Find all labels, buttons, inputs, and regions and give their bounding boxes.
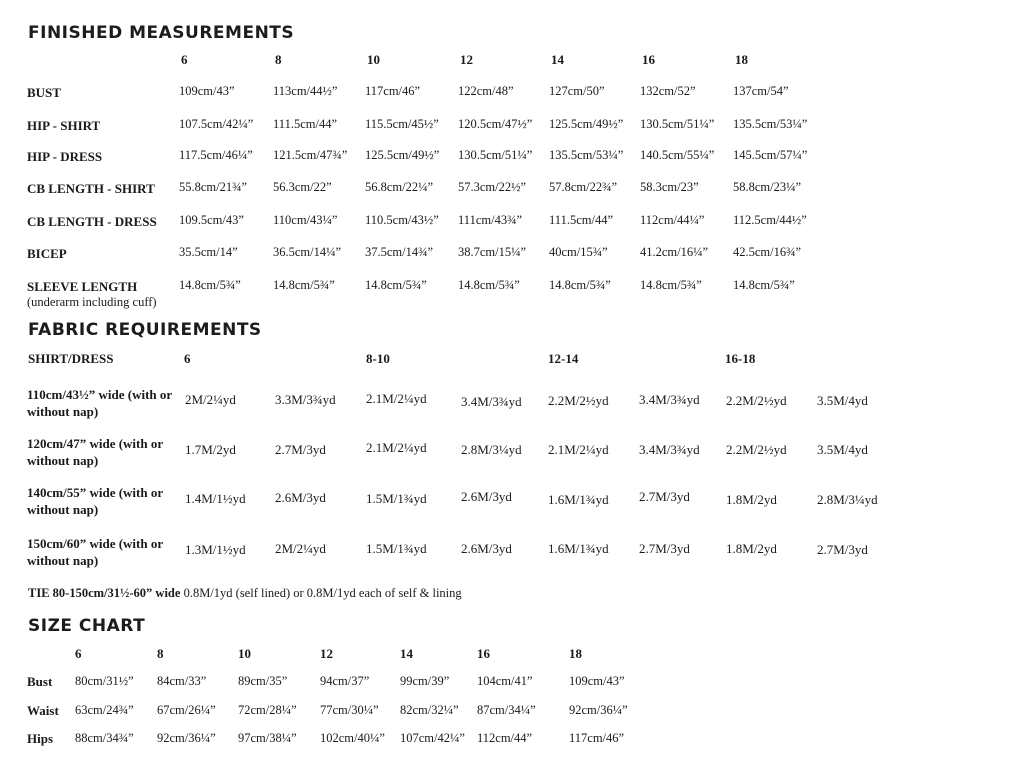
size-chart-header: 12	[320, 646, 333, 661]
measurement-value: 111.5cm/44”	[549, 213, 613, 227]
size-chart-row-label: Waist	[27, 703, 59, 718]
measurement-value: 140.5cm/55¼”	[640, 148, 715, 162]
row-label-text: CB LENGTH - DRESS	[27, 214, 157, 229]
size-header: 8	[275, 52, 282, 67]
measurement-value: 121.5cm/47¾”	[273, 148, 348, 162]
row-label-text: BUST	[27, 85, 61, 100]
size-chart-value: 77cm/30¼”	[320, 703, 379, 717]
row-label-text: SLEEVE LENGTH	[27, 279, 138, 294]
measurement-value: 112.5cm/44½”	[733, 213, 807, 227]
fabric-amount: 2.7M/3yd	[639, 489, 690, 504]
measurement-value: 137cm/54”	[733, 84, 789, 98]
size-chart-value: 97cm/38¼”	[238, 731, 297, 745]
tie-requirement	[28, 586, 462, 601]
size-chart-value: 99cm/39”	[400, 674, 450, 688]
size-chart-value: 84cm/33”	[157, 674, 207, 688]
size-header: 18	[735, 52, 748, 67]
size-chart-value: 82cm/32¼”	[400, 703, 459, 717]
fabric-amount: 1.7M/2yd	[185, 442, 236, 457]
size-chart-value: 88cm/34¾”	[75, 731, 134, 745]
measurement-value: 112cm/44¼”	[640, 213, 705, 227]
fabric-amount: 1.5M/1¾yd	[366, 541, 427, 556]
size-chart-value: 72cm/28¼”	[238, 703, 297, 717]
fabric-amount: 2.7M/3yd	[639, 541, 690, 556]
row-label-text: HIP - SHIRT	[27, 118, 101, 133]
measurement-row-label	[27, 279, 157, 309]
size-chart-value: 102cm/40¼”	[320, 731, 385, 745]
measurement-value: 125.5cm/49½”	[365, 148, 440, 162]
fabric-amount: 2.8M/3¼yd	[817, 492, 878, 507]
fabric-amount: 1.8M/2yd	[726, 492, 777, 507]
measurement-value: 135.5cm/53¼”	[733, 117, 808, 131]
fabric-size-header: 6	[184, 351, 191, 366]
fabric-width-label: 110cm/43½” wide (with or without nap)	[27, 387, 172, 419]
size-chart-title: SIZE CHART	[28, 616, 146, 636]
measurement-value: 56.8cm/22¼”	[365, 180, 434, 194]
measurement-value: 35.5cm/14”	[179, 245, 238, 259]
measurement-value: 120.5cm/47½”	[458, 117, 533, 131]
size-header: 12	[460, 52, 473, 67]
fabric-amount: 2.1M/2¼yd	[548, 442, 609, 457]
size-header: 16	[642, 52, 655, 67]
fabric-amount: 1.5M/1¾yd	[366, 491, 427, 506]
measurement-value: 117.5cm/46¼”	[179, 148, 253, 162]
measurement-value: 130.5cm/51¼”	[640, 117, 715, 131]
size-chart-header: 10	[238, 646, 251, 661]
measurement-value: 110cm/43¼”	[273, 213, 338, 227]
measurement-value: 57.8cm/22¾”	[549, 180, 618, 194]
measurement-value: 56.3cm/22”	[273, 180, 332, 194]
fabric-size-header: 12-14	[548, 351, 579, 366]
fabric-size-header: 8-10	[366, 351, 390, 366]
measurement-value: 145.5cm/57¼”	[733, 148, 808, 162]
size-header: 10	[367, 52, 380, 67]
fabric-amount: 2.6M/3yd	[461, 489, 512, 504]
measurement-value: 111.5cm/44”	[273, 117, 337, 131]
tie-text: 0.8M/1yd (self lined) or 0.8M/1yd each of self & lining	[183, 586, 462, 600]
fabric-amount: 2M/2¼yd	[185, 392, 236, 407]
fabric-amount: 3.3M/3¾yd	[275, 392, 336, 407]
measurement-row-label	[27, 181, 155, 197]
size-chart-value: 107cm/42¼”	[400, 731, 465, 745]
measurement-value: 42.5cm/16¾”	[733, 245, 802, 259]
size-chart-header: 8	[157, 646, 164, 661]
measurement-value: 132cm/52”	[640, 84, 696, 98]
measurement-value: 40cm/15¾”	[549, 245, 608, 259]
measurement-value: 110.5cm/43½”	[365, 213, 439, 227]
size-chart-value: 112cm/44”	[477, 731, 533, 745]
measurement-value: 117cm/46”	[365, 84, 421, 98]
fabric-amount: 3.5M/4yd	[817, 442, 868, 457]
fabric-amount: 3.4M/3¾yd	[639, 392, 700, 407]
size-chart-row-label: Bust	[27, 674, 53, 689]
row-label-text: BICEP	[27, 246, 67, 261]
size-header: 6	[181, 52, 188, 67]
size-chart-row-label: Hips	[27, 731, 54, 746]
measurement-value: 58.3cm/23”	[640, 180, 699, 194]
measurement-row-label	[27, 149, 102, 165]
measurement-value: 38.7cm/15¼”	[458, 245, 527, 259]
fabric-amount: 3.4M/3¾yd	[461, 394, 522, 409]
fabric-size-header: 16-18	[725, 351, 756, 366]
measurement-row-label	[27, 214, 157, 230]
size-chart-value: 92cm/36¼”	[157, 731, 216, 745]
measurement-value: 125.5cm/49½”	[549, 117, 624, 131]
size-header: 14	[551, 52, 564, 67]
size-chart-header: 14	[400, 646, 413, 661]
size-chart-value: 104cm/41”	[477, 674, 533, 688]
size-chart-value: 80cm/31½”	[75, 674, 134, 688]
tie-label: TIE 80-150cm/31½-60” wide	[28, 586, 181, 600]
fabric-amount: 3.4M/3¾yd	[639, 442, 700, 457]
measurement-value: 58.8cm/23¼”	[733, 180, 802, 194]
measurement-row-label	[27, 118, 100, 134]
fabric-amount: 2.6M/3yd	[275, 490, 326, 505]
fabric-amount: 2.2M/2½yd	[726, 393, 787, 408]
fabric-corner-label: SHIRT/DRESS	[28, 351, 114, 366]
fabric-amount: 1.6M/1¾yd	[548, 541, 609, 556]
measurement-value: 111cm/43¾”	[458, 213, 522, 227]
fabric-amount: 2.6M/3yd	[461, 541, 512, 556]
row-label-text: HIP - DRESS	[27, 149, 103, 164]
fabric-amount: 1.4M/1½yd	[185, 491, 246, 506]
fabric-amount: 2.1M/2¼yd	[366, 440, 427, 455]
fabric-amount: 2.2M/2½yd	[726, 442, 787, 457]
measurement-value: 135.5cm/53¼”	[549, 148, 624, 162]
fabric-amount: 2.7M/3yd	[817, 542, 868, 557]
fabric-amount: 2.2M/2½yd	[548, 393, 609, 408]
fabric-amount: 2M/2¼yd	[275, 541, 326, 556]
measurement-value: 14.8cm/5¾”	[179, 278, 241, 292]
size-chart-value: 92cm/36¼”	[569, 703, 628, 717]
size-chart-value: 89cm/35”	[238, 674, 288, 688]
fabric-amount: 2.1M/2¼yd	[366, 391, 427, 406]
size-chart-header: 18	[569, 646, 582, 661]
measurement-value: 113cm/44½”	[273, 84, 338, 98]
measurement-value: 122cm/48”	[458, 84, 514, 98]
size-chart-value: 94cm/37”	[320, 674, 370, 688]
measurement-value: 41.2cm/16¼”	[640, 245, 709, 259]
measurement-value: 107.5cm/42¼”	[179, 117, 254, 131]
measurement-value: 109.5cm/43”	[179, 213, 244, 227]
measurement-value: 127cm/50”	[549, 84, 605, 98]
size-chart-value: 63cm/24¾”	[75, 703, 134, 717]
row-label-subtext: (underarm including cuff)	[27, 295, 157, 309]
fabric-amount: 1.3M/1½yd	[185, 542, 246, 557]
measurement-value: 55.8cm/21¾”	[179, 180, 248, 194]
measurement-value: 109cm/43”	[179, 84, 235, 98]
fabric-width-label: 150cm/60” wide (with or without nap)	[27, 536, 163, 568]
measurement-value: 14.8cm/5¾”	[458, 278, 520, 292]
fabric-requirements-title: FABRIC REQUIREMENTS	[28, 320, 262, 340]
fabric-amount: 1.8M/2yd	[726, 541, 777, 556]
size-chart-value: 67cm/26¼”	[157, 703, 216, 717]
size-chart-value: 109cm/43”	[569, 674, 625, 688]
measurement-value: 115.5cm/45½”	[365, 117, 439, 131]
measurement-value: 14.8cm/5¾”	[733, 278, 795, 292]
size-chart-header: 6	[75, 646, 82, 661]
fabric-width-label: 120cm/47” wide (with or without nap)	[27, 436, 163, 468]
size-chart-header: 16	[477, 646, 490, 661]
measurement-row-label	[27, 246, 67, 262]
measurement-row-label	[27, 85, 61, 101]
size-chart-value: 87cm/34¼”	[477, 703, 536, 717]
fabric-width-label: 140cm/55” wide (with or without nap)	[27, 485, 163, 517]
fabric-amount: 3.5M/4yd	[817, 393, 868, 408]
measurement-value: 14.8cm/5¾”	[365, 278, 427, 292]
measurement-value: 14.8cm/5¾”	[549, 278, 611, 292]
measurement-value: 14.8cm/5¾”	[640, 278, 702, 292]
fabric-amount: 1.6M/1¾yd	[548, 492, 609, 507]
measurement-value: 36.5cm/14¼”	[273, 245, 342, 259]
measurement-value: 130.5cm/51¼”	[458, 148, 533, 162]
fabric-amount: 2.8M/3¼yd	[461, 442, 522, 457]
fabric-amount: 2.7M/3yd	[275, 442, 326, 457]
measurement-value: 37.5cm/14¾”	[365, 245, 434, 259]
finished-measurements-title: FINISHED MEASUREMENTS	[28, 23, 295, 43]
row-label-text: CB LENGTH - SHIRT	[27, 181, 155, 196]
measurement-value: 14.8cm/5¾”	[273, 278, 335, 292]
size-chart-value: 117cm/46”	[569, 731, 625, 745]
measurement-value: 57.3cm/22½”	[458, 180, 527, 194]
